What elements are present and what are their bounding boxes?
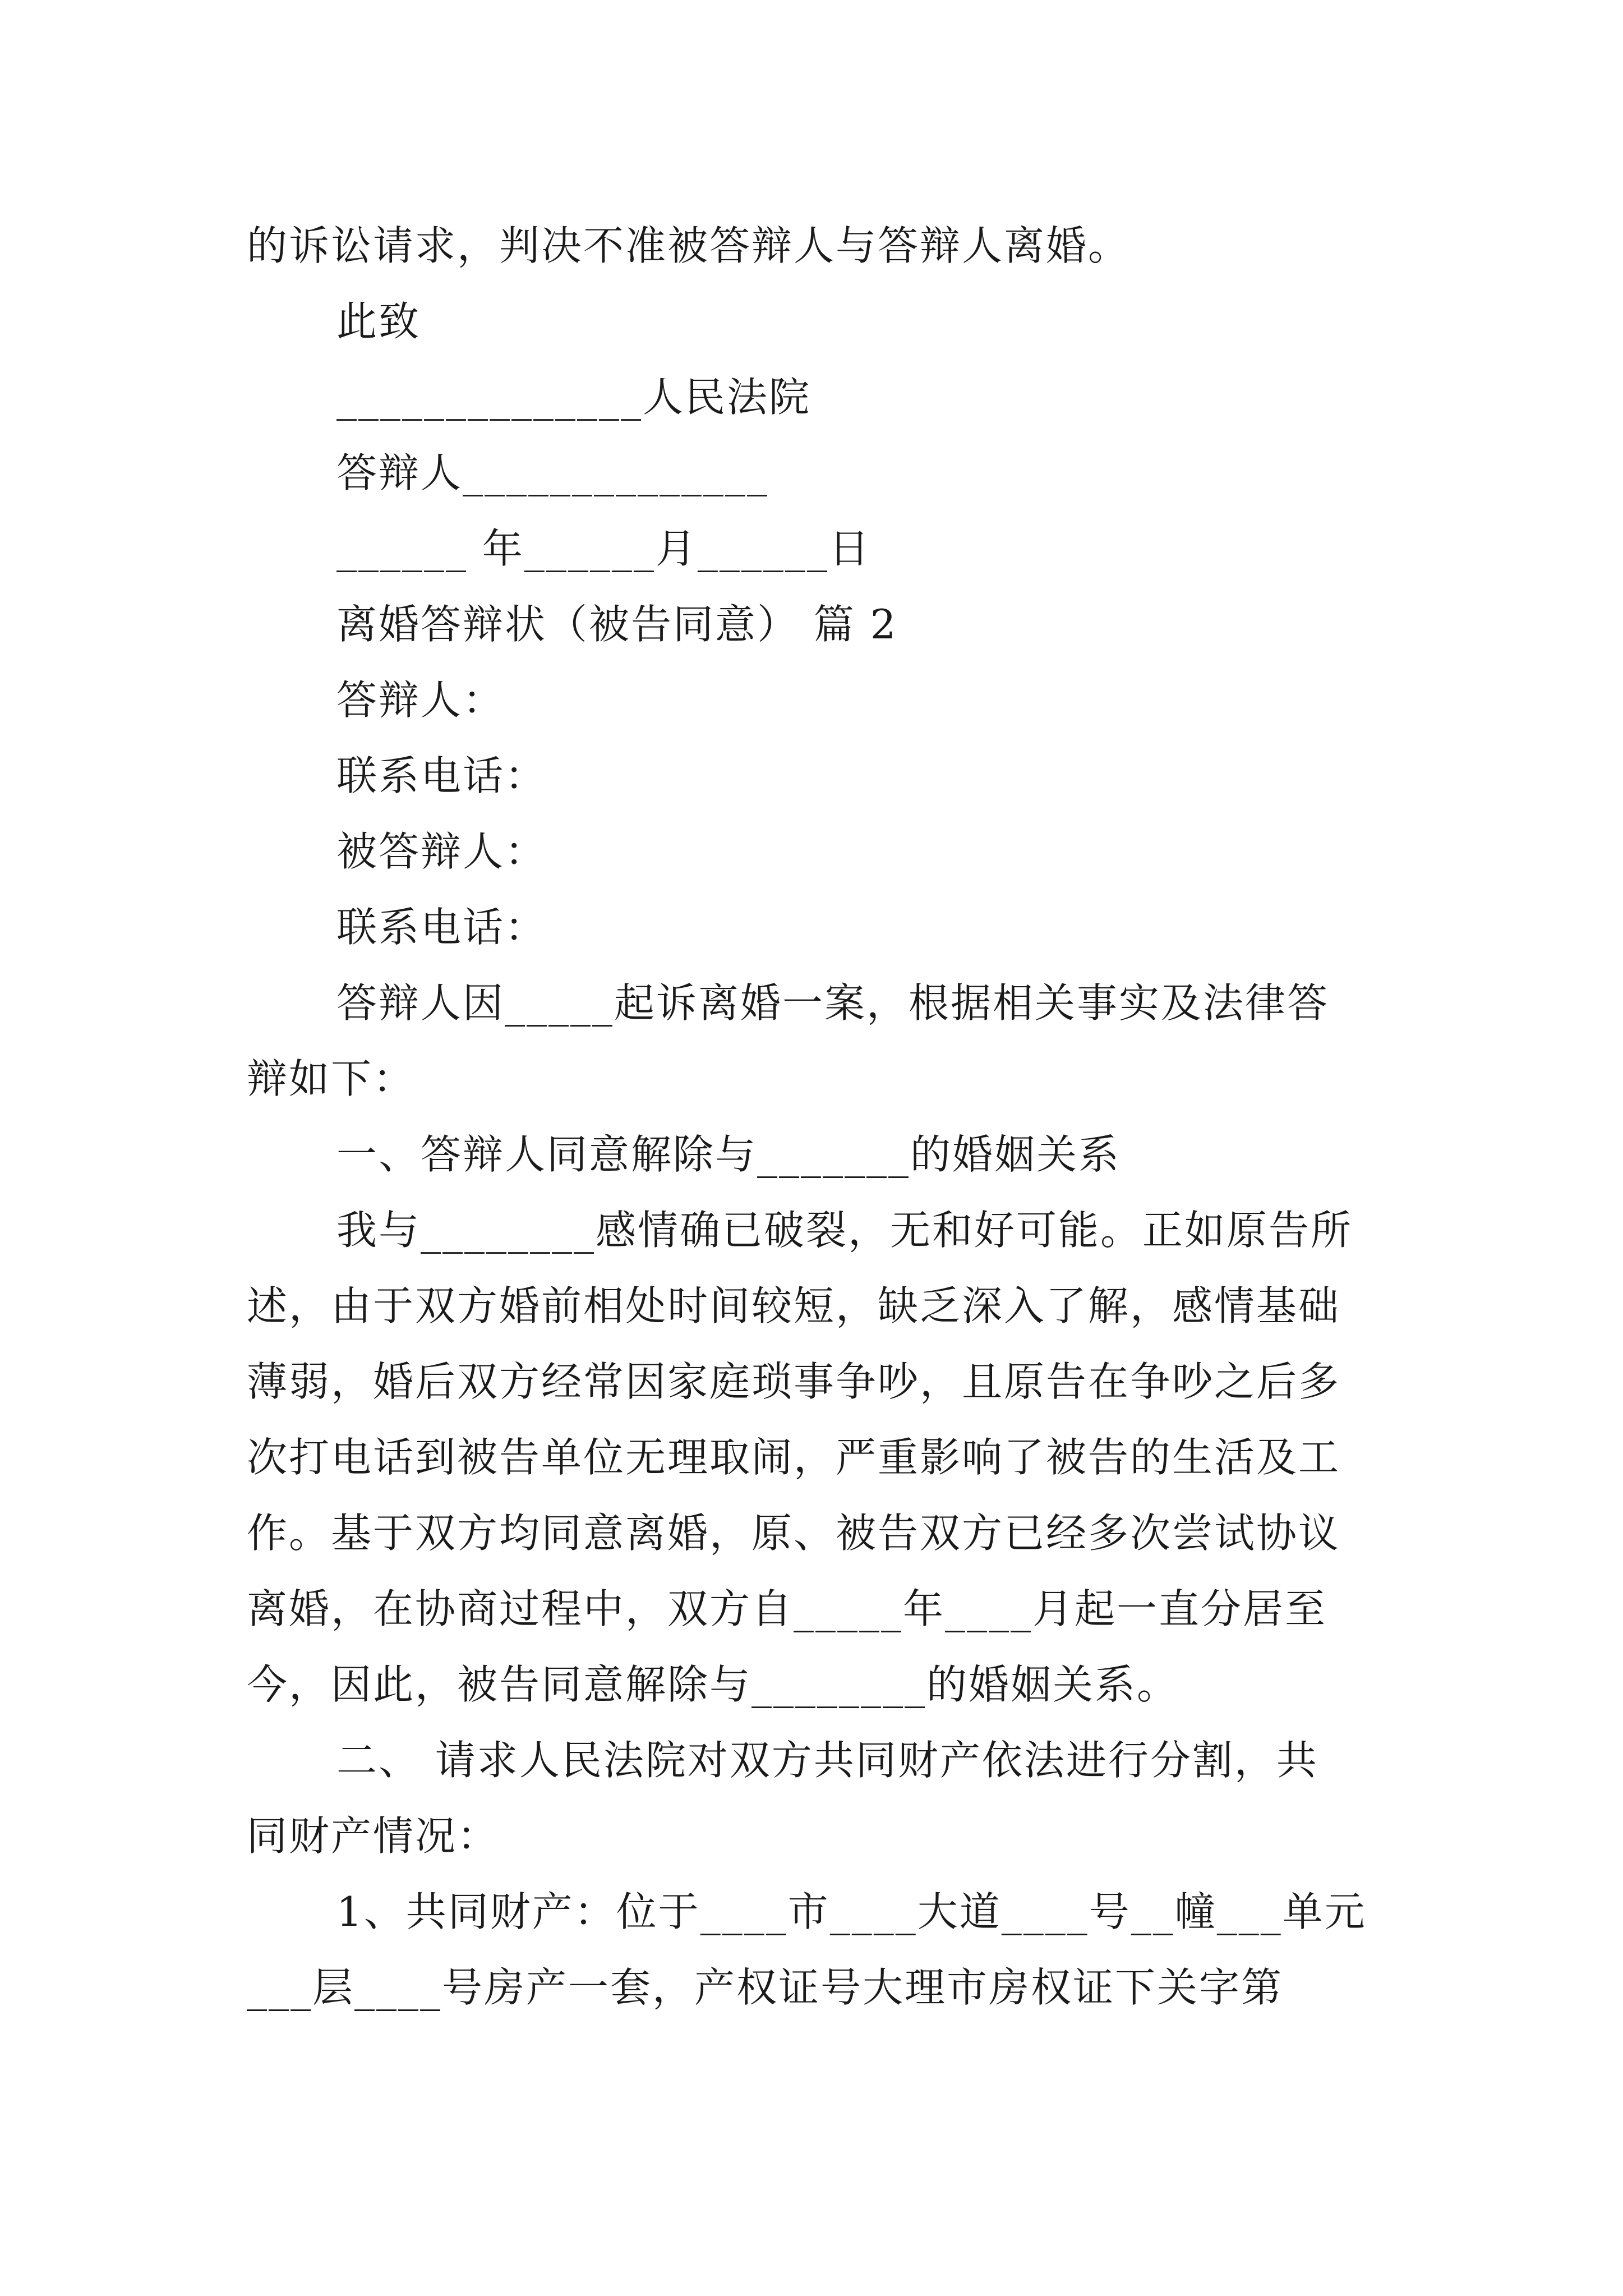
text-line-8: 联系电话： xyxy=(336,752,547,799)
text-line-9: 被答辩人： xyxy=(336,828,547,875)
text-line-14: 我与________感情确已破裂，无和好可能。正如原告所 xyxy=(336,1207,1353,1254)
text-line-16: 薄弱，婚后双方经常因家庭琐事争吵，且原告在争吵之后多 xyxy=(247,1358,1341,1405)
text-line-4: 答辩人______________ xyxy=(336,449,769,496)
text-line-6: 离婚答辩状（被告同意） 篇 2 xyxy=(336,601,898,648)
text-line-20: 今，因此，被告同意解除与________的婚姻关系。 xyxy=(247,1661,1179,1708)
text-line-22: 同财产情况： xyxy=(247,1812,500,1860)
text-line-21: 二、 请求人民法院对双方共同财产依法进行分割，共 xyxy=(336,1737,1318,1784)
text-line-15: 述，由于双方婚前相处时间较短，缺乏深入了解，感情基础 xyxy=(247,1282,1341,1329)
text-line-10: 联系电话： xyxy=(336,904,547,951)
text-line-7: 答辩人： xyxy=(336,677,505,724)
text-line-24: ___层____号房产一套，产权证号大理市房权证下关字第 xyxy=(247,1964,1284,2011)
text-line-12: 辩如下： xyxy=(247,1055,416,1102)
text-line-23: 1、共同财产：位于____市____大道____号__幢___单元 xyxy=(336,1888,1367,1935)
text-line-17: 次打电话到被告单位无理取闹，严重影响了被告的生活及工 xyxy=(247,1434,1341,1481)
text-line-3: ______________人民法院 xyxy=(336,374,811,421)
text-line-1: 的诉讼请求，判决不准被答辩人与答辩人离婚。 xyxy=(247,222,1131,269)
text-line-19: 离婚，在协商过程中，双方自_____年____月起一直分居至 xyxy=(247,1585,1327,1632)
text-line-5: ______ 年______月______日 xyxy=(336,525,871,572)
text-line-2: 此致 xyxy=(336,298,421,345)
text-line-13: 一、答辩人同意解除与_______的婚姻关系 xyxy=(336,1131,1121,1178)
text-line-18: 作。基于双方均同意离婚，原、被告双方已经多次尝试协议 xyxy=(247,1510,1341,1557)
text-line-11: 答辩人因_____起诉离婚一案，根据相关事实及法律答 xyxy=(336,979,1330,1027)
